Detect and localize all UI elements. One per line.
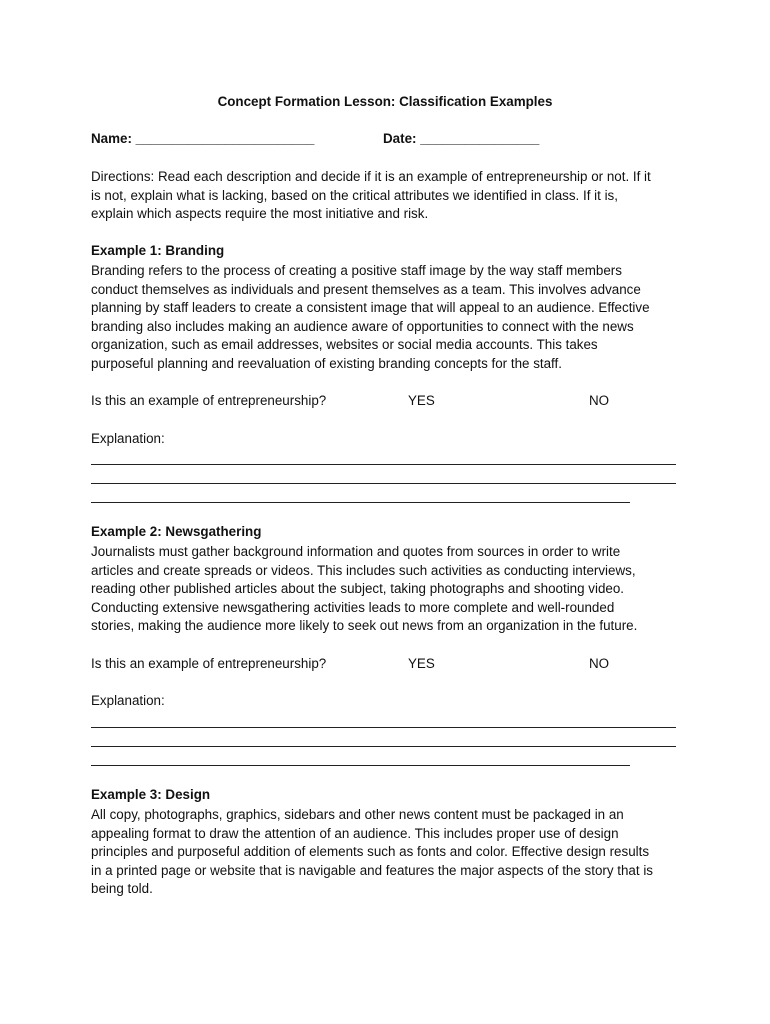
example-2-body xyxy=(91,543,691,636)
example-1-answer-line[interactable] xyxy=(91,502,630,503)
example-1-answer-line[interactable] xyxy=(91,483,676,484)
example-3-line: in a printed page or website that is navigable and features the major aspects of the story that is xyxy=(91,862,653,878)
example-3-line: All copy, photographs, graphics, sidebars and other news content must be packaged in an xyxy=(91,807,624,822)
directions xyxy=(91,168,691,224)
example-1-explanation-label: Explanation: xyxy=(91,431,165,446)
example-2-answer-line[interactable] xyxy=(91,746,676,747)
example-2-heading: Example 2: Newsgathering xyxy=(91,524,262,539)
name-field[interactable]: Name: ________________________ xyxy=(91,131,315,146)
example-2-line: reading other published articles about the subject, taking photographs and shooting video. xyxy=(91,581,625,597)
example-3-line: appealing format to draw the attention of an audience. This includes proper use of design xyxy=(91,825,619,841)
example-2-explanation-label: Explanation: xyxy=(91,693,165,708)
example-1-line: conduct themselves as individuals and present themselves as a team. This involves advance xyxy=(91,281,641,297)
example-1-line: Branding refers to the process of creating a positive staff image by the way staff members xyxy=(91,263,622,278)
example-2-answer-line[interactable] xyxy=(91,727,676,728)
example-1-body xyxy=(91,262,691,374)
example-1-yes-option[interactable]: YES xyxy=(408,393,435,408)
example-2-answer-line[interactable] xyxy=(91,765,630,766)
date-field[interactable]: Date: ________________ xyxy=(383,131,540,146)
example-2-line: Conducting extensive newsgathering activities leads to more complete and well-rounded xyxy=(91,599,615,615)
example-2-yes-option[interactable]: YES xyxy=(408,656,435,671)
example-1-line: planning by staff leaders to create a consistent image that will appeal to an audience. Effective xyxy=(91,300,650,316)
example-3-heading: Example 3: Design xyxy=(91,787,211,802)
directions-line: Directions: Read each description and decide if it is an example of entrepreneurship or not. If it xyxy=(91,169,651,184)
example-1-heading: Example 1: Branding xyxy=(91,243,225,258)
directions-line: explain which aspects require the most initiative and risk. xyxy=(91,206,429,222)
example-1-line: purposeful planning and reevaluation of existing branding concepts for the staff. xyxy=(91,355,562,371)
example-2-line: stories, making the audience more likely to seek out news from an organization in the future. xyxy=(91,618,638,634)
example-1-answer-line[interactable] xyxy=(91,464,676,465)
page-title: Concept Formation Lesson: Classification Examples xyxy=(217,94,553,109)
example-1-no-option[interactable]: NO xyxy=(589,393,610,408)
example-2-line: articles and create spreads or videos. This includes such activities as conducting interviews, xyxy=(91,562,636,578)
example-1-line: organization, such as email addresses, websites or social media accounts. This takes xyxy=(91,337,598,353)
example-3-line: being told. xyxy=(91,881,153,897)
example-2-question: Is this an example of entrepreneurship? xyxy=(91,656,327,671)
example-3-body xyxy=(91,806,691,899)
example-3-line: principles and purposeful addition of elements such as fonts and color. Effective design results xyxy=(91,844,650,860)
example-2-line: Journalists must gather background information and quotes from sources in order to write xyxy=(91,544,621,559)
example-2-no-option[interactable]: NO xyxy=(589,656,610,671)
example-1-question: Is this an example of entrepreneurship? xyxy=(91,393,327,408)
directions-line: is not, explain what is lacking, based on the critical attributes we identified in class. If it is, xyxy=(91,187,618,203)
example-1-line: branding also includes making an audience aware of opportunities to connect with the news xyxy=(91,318,634,334)
